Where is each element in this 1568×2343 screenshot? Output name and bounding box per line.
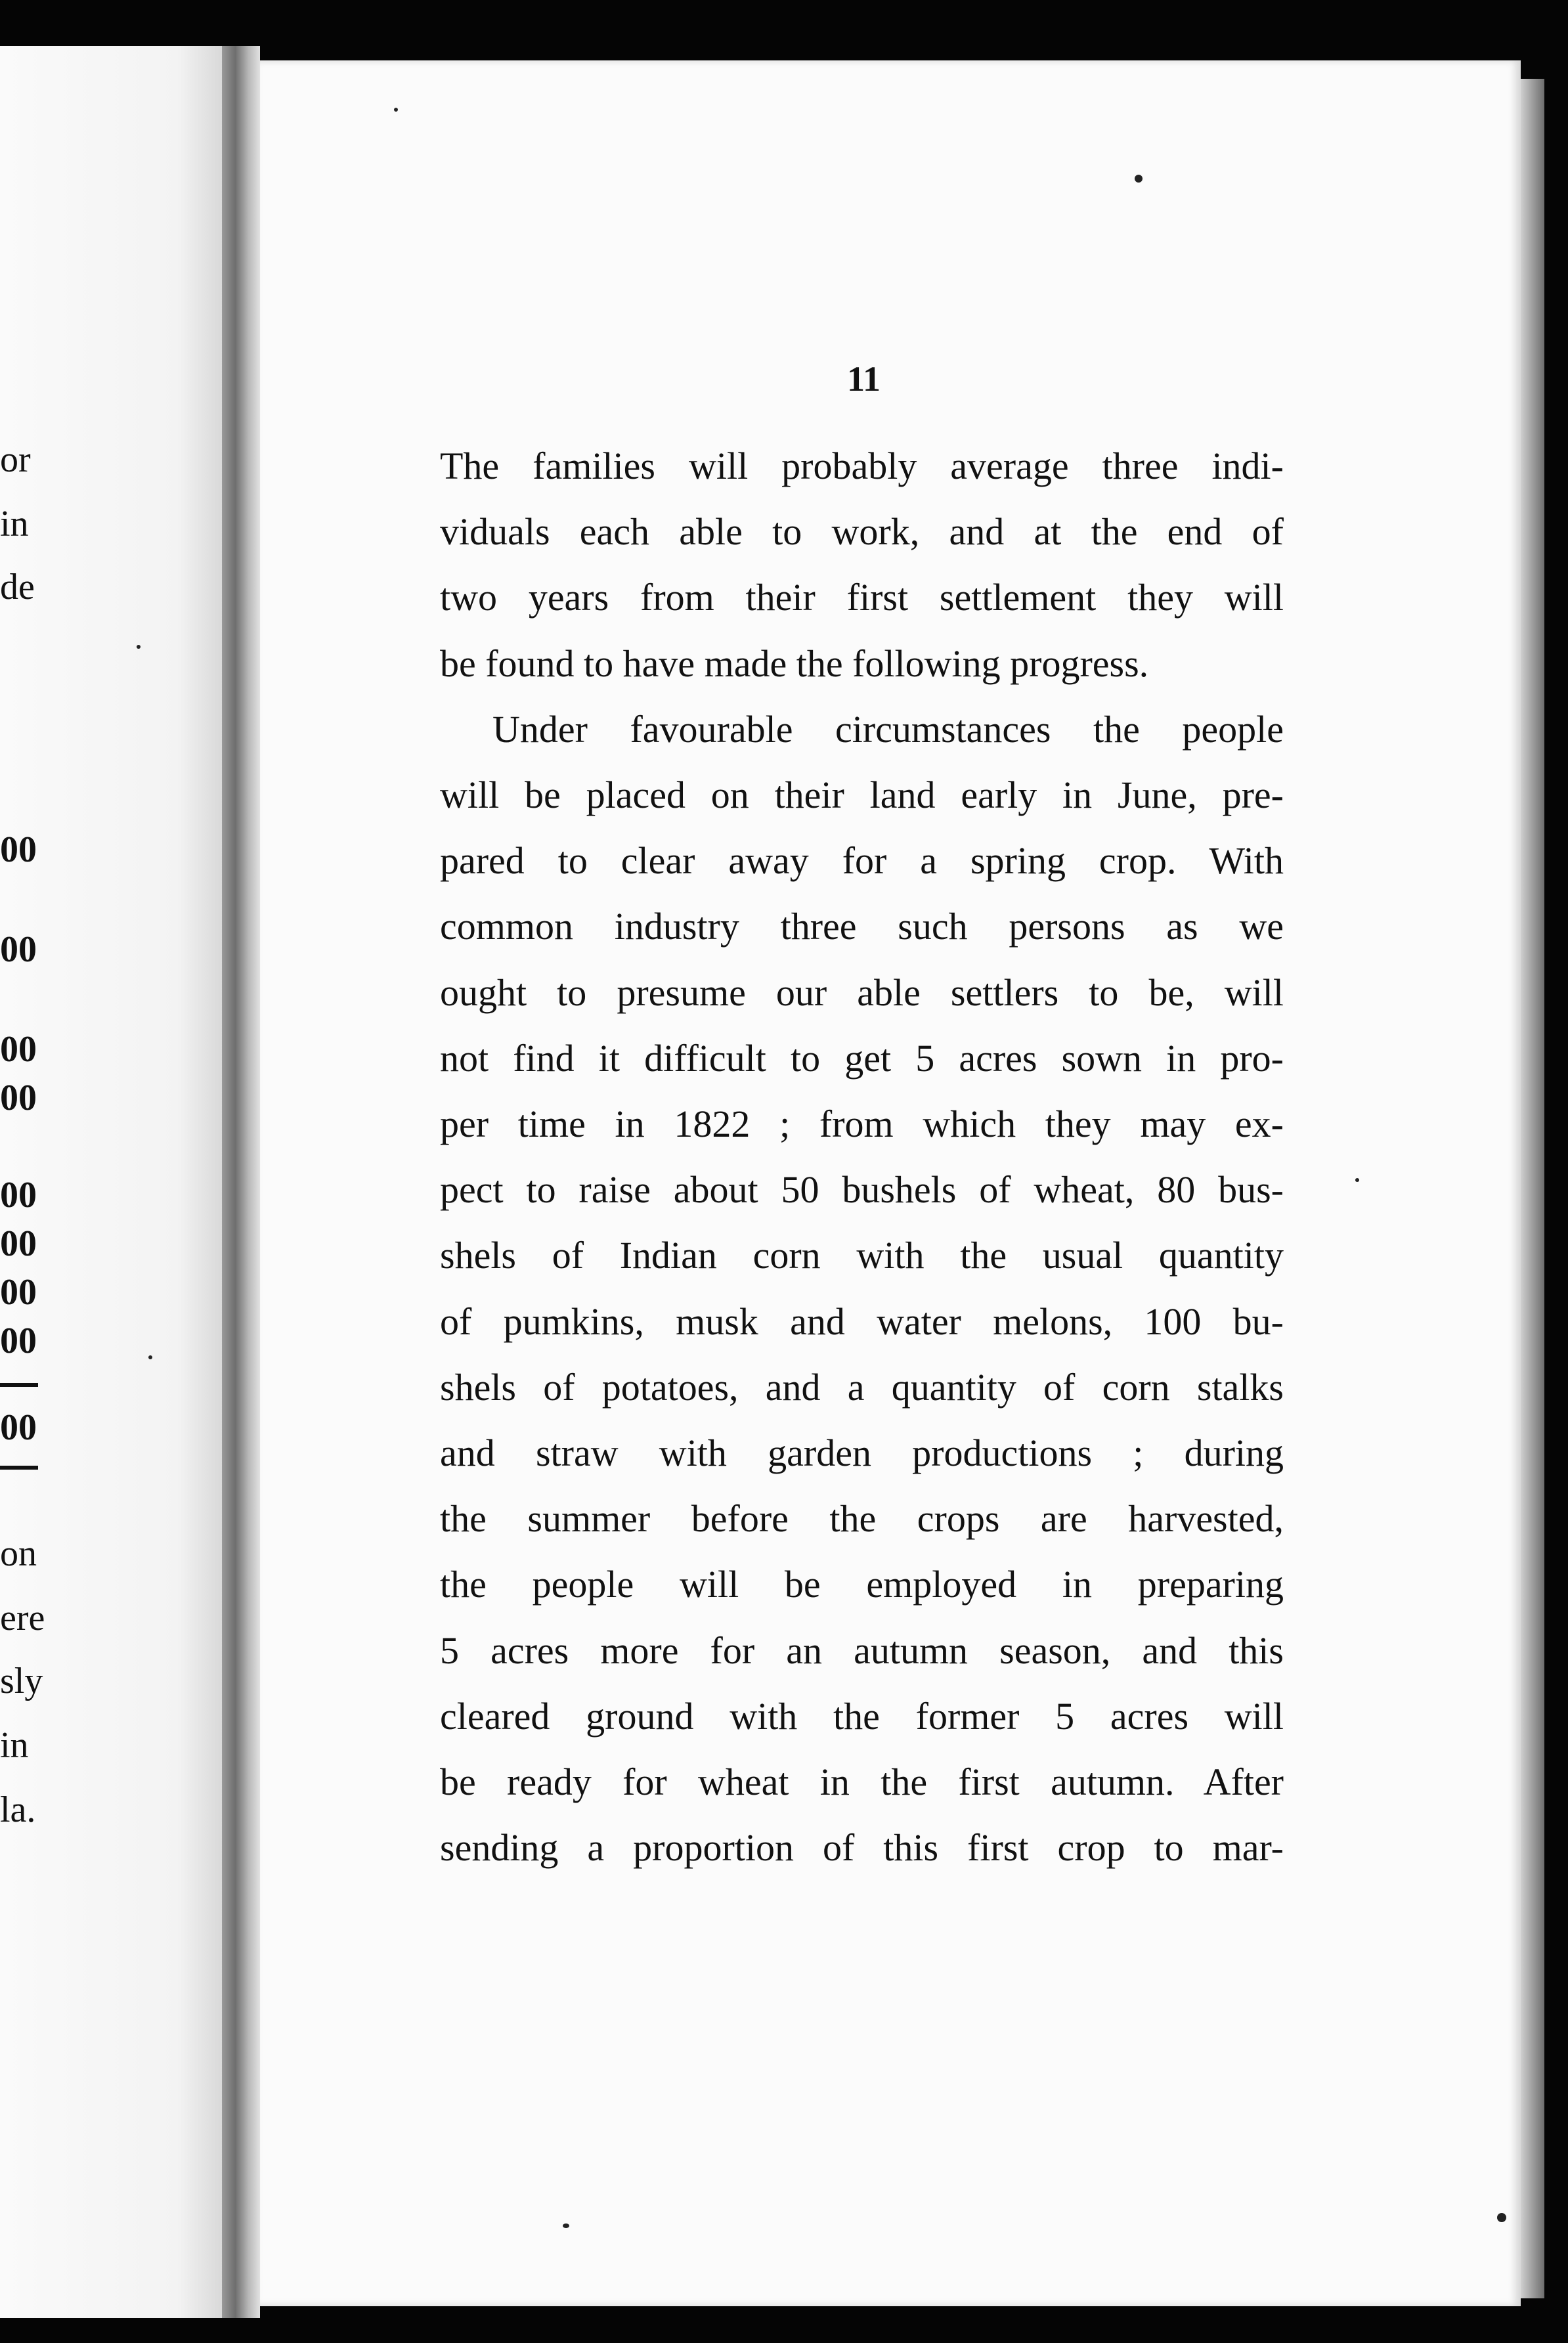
- page-number: 11: [847, 359, 881, 399]
- text-line: two years from their first settlement they will: [440, 576, 1284, 619]
- left-page-fragment: in: [0, 504, 29, 544]
- left-page-rule: [0, 1466, 38, 1470]
- left-page-fragment: de: [0, 567, 35, 607]
- text-line: sending a proportion of this first crop to mar-: [440, 1826, 1284, 1870]
- left-page-fragment: 00: [0, 1078, 37, 1118]
- text-line: shels of potatoes, and a quantity of corn stalks: [440, 1365, 1284, 1409]
- text-line: of pumkins, musk and water melons, 100 bu-: [440, 1300, 1284, 1343]
- page-body-text: [440, 433, 1284, 1881]
- text-line: shels of Indian corn with the usual quantity: [440, 1234, 1284, 1277]
- left-page-fragment: 00: [0, 1175, 37, 1215]
- text-line: and straw with garden productions ; during: [440, 1432, 1284, 1475]
- left-page-fragment: or: [0, 439, 31, 480]
- text-line: pect to raise about 50 bushels of wheat, 80 bus-: [440, 1168, 1284, 1212]
- left-page-fragment: 00: [0, 1029, 37, 1070]
- text-line: be ready for wheat in the first autumn. After: [440, 1761, 1284, 1804]
- text-line: common industry three such persons as we: [440, 905, 1284, 948]
- left-page-fragment: in: [0, 1725, 29, 1766]
- text-line: Under favourable circumstances the people: [492, 707, 1284, 751]
- text-line: per time in 1822 ; from which they may ex-: [440, 1103, 1284, 1146]
- text-line: be found to have made the following progress.: [440, 642, 1149, 685]
- text-line: the people will be employed in preparing: [440, 1563, 1284, 1606]
- text-line: pared to clear away for a spring crop. With: [440, 839, 1284, 883]
- text-line: not find it difficult to get 5 acres sown in pro-: [440, 1036, 1284, 1080]
- text-line: 5 acres more for an autumn season, and this: [440, 1629, 1284, 1672]
- text-line: will be placed on their land early in June, pre-: [440, 774, 1284, 817]
- text-line: the summer before the crops are harvested,: [440, 1497, 1284, 1541]
- left-page-fragment: sly: [0, 1661, 43, 1701]
- left-page-fragment: 00: [0, 1407, 37, 1448]
- left-page-fragment: on: [0, 1533, 37, 1574]
- text-line: cleared ground with the former 5 acres will: [440, 1694, 1284, 1738]
- left-page-fragment: ere: [0, 1598, 45, 1638]
- scan-speck: [137, 645, 141, 649]
- page-edge-shadow: [1521, 79, 1544, 2298]
- scan-speck: [1497, 2213, 1506, 2222]
- left-page-fragment: 00: [0, 929, 37, 970]
- book-gutter: [222, 46, 260, 2318]
- scan-speck: [394, 108, 398, 112]
- scan-speck: [148, 1355, 152, 1359]
- left-page-rule: [0, 1383, 38, 1387]
- previous-page-fragment: [0, 46, 222, 2318]
- text-line: viduals each able to work, and at the end of: [440, 510, 1284, 554]
- left-page-fragment: 00: [0, 829, 37, 870]
- text-line: The families will probably average three indi-: [440, 445, 1284, 487]
- left-page-fragment: 00: [0, 1223, 37, 1264]
- left-page-fragment: 00: [0, 1272, 37, 1313]
- scan-speck: [1135, 175, 1143, 183]
- text-line: ought to presume our able settlers to be, will: [440, 971, 1284, 1014]
- left-page-fragment: 00: [0, 1321, 37, 1361]
- scan-speck: [1355, 1178, 1359, 1182]
- left-page-fragment: la.: [0, 1789, 36, 1830]
- scan-speck: [563, 2223, 569, 2228]
